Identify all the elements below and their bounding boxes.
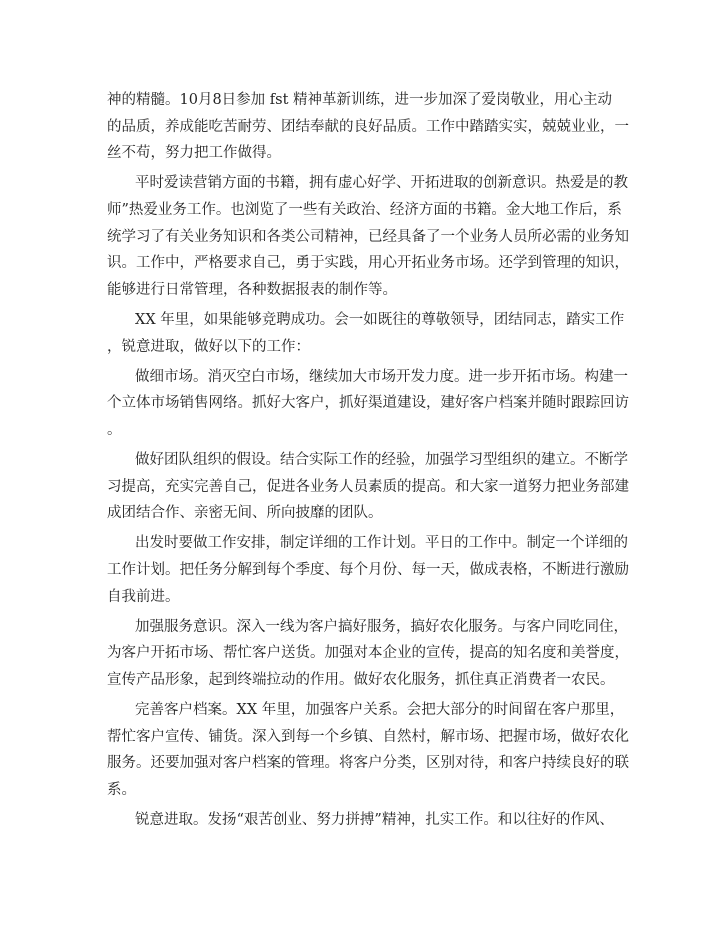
text-line: 丝不苟，努力把工作做得。	[107, 145, 281, 162]
text-line: 师”热爱业务工作。也浏览了一些有关政治、经济方面的书籍。金大地工作后，系	[107, 201, 622, 218]
text-line: 平时爱读营销方面的书籍，拥有虚心好学、开拓进取的创新意识。热爱是的教	[135, 175, 628, 192]
text-line: 个立体市场销售网络。抓好大客户，抓好渠道建设，建好客户档案并随时跟踪回访	[107, 395, 629, 412]
text-line: 神的精髓。10月8日参加 fst 精神革新训练，进一步加深了爱岗敬业，用心主动	[107, 92, 613, 108]
text-line: 。	[107, 421, 122, 438]
text-line: 完善客户档案。XX 年里，加强客户关系。会把大部分的时间留在客户那里，	[135, 702, 625, 719]
text-line: 出发时要做工作安排，制定详细的工作计划。平日的工作中。制定一个详细的	[135, 535, 628, 552]
text-line: 做细市场。消灭空白市场，继续加大市场开发力度。进一步开拓市场。构建一	[135, 368, 628, 385]
text-line: 自我前进。	[107, 588, 180, 605]
text-line: 成团结合作、亲密无间、所向披靡的团队。	[107, 505, 383, 522]
paragraph	[107, 87, 629, 167]
text-line: XX 年里，如果能够竞聘成功。会一如既往的尊敬领导，团结同志，踏实工作	[135, 311, 625, 328]
text-line: 工作计划。把任务分解到每个季度、每个月份、每一天，做成表格，不断进行激励	[107, 562, 629, 579]
paragraph	[107, 614, 629, 694]
document-page	[107, 87, 629, 837]
paragraph	[107, 170, 629, 303]
text-line: 做好团队组织的假设。结合实际工作的经验，加强学习型组织的建立。不断学	[135, 452, 628, 469]
text-line: 识。工作中，严格要求自己，勇于实践，用心开拓业务市场。还学到管理的知识，	[107, 255, 629, 272]
text-line: 统学习了有关业务知识和各类公司精神，已经具备了一个业务人员所必需的业务知	[107, 228, 629, 245]
text-line: 能够进行日常管理，各种数据报表的制作等。	[107, 281, 397, 298]
text-line: 为客户开拓市场、帮忙客户送货。加强对本企业的宣传，提高的知名度和美誉度，	[107, 645, 629, 662]
text-line: ，锐意进取，做好以下的工作：	[107, 338, 310, 355]
text-line: 锐意进取。发扬“艰苦创业、努力拼搏”精神，扎实工作。和以往好的作风、	[135, 812, 614, 829]
paragraph	[107, 307, 625, 360]
text-line: 宣传产品形象，起到终端拉动的作用。做好农化服务，抓住真正消费者一农民。	[107, 672, 615, 689]
text-line: 服务。还要加强对客户档案的管理。将客户分类，区别对待，和客户持续良好的联	[107, 755, 629, 772]
text-line: 加强服务意识。深入一线为客户搞好服务，搞好农化服务。与客户同吃同住，	[135, 618, 628, 635]
paragraph	[107, 697, 629, 803]
text-line: 的品质，养成能吃苦耐劳、团结奉献的良好品质。工作中踏踏实实，兢兢业业，一	[107, 118, 629, 135]
paragraph	[107, 530, 629, 610]
paragraph	[107, 447, 629, 527]
text-line: 习提高，充实完善自己，促进各业务人员素质的提高。和大家一道努力把业务部建	[107, 478, 629, 495]
text-line: 系。	[107, 782, 136, 798]
paragraph	[107, 364, 629, 444]
paragraph	[107, 807, 612, 834]
text-line: 帮忙客户宣传、铺货。深入到每一个乡镇、自然村，解市场、把握市场，做好农化	[107, 728, 629, 745]
